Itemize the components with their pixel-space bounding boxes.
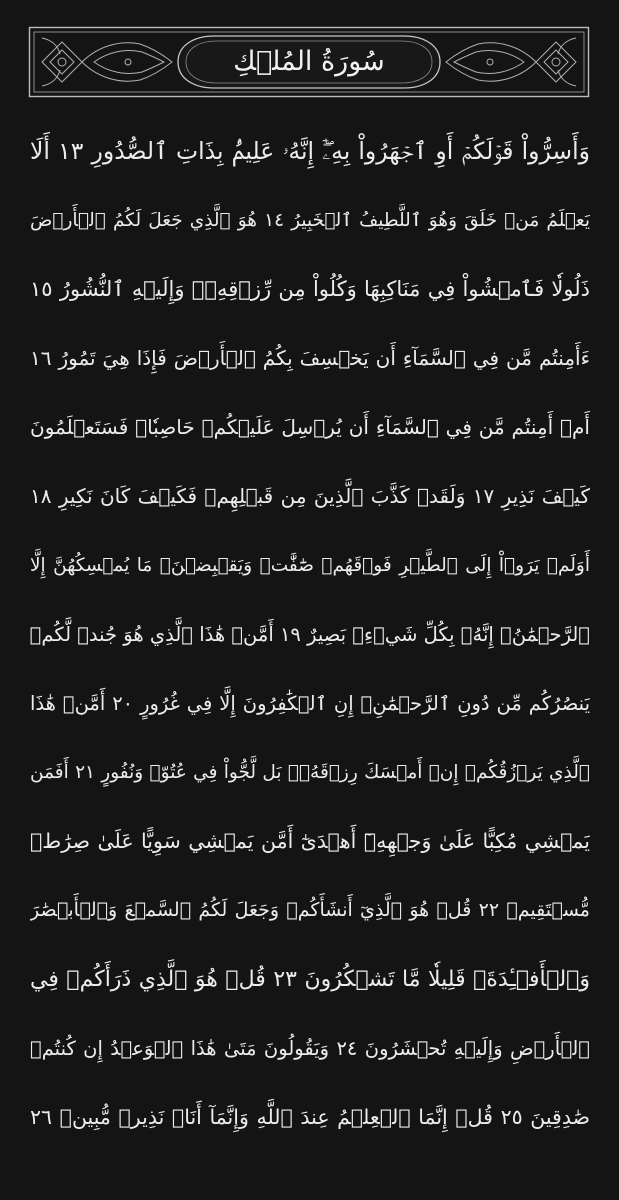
surah-header-banner (28, 26, 590, 98)
verse-line-14: ٱلۡأَرۡضِ وَإِلَيۡهِ تُحۡشَرُونَ ٢٤ وَيَقُولُونَ مَتَىٰ هَٰذَا ٱلۡوَعۡدُ إِن كُنتُمۡ (30, 1037, 590, 1060)
verse-text-block (30, 117, 590, 1152)
verse-line-3: ذَلُولٗا فَٱمۡشُواْ فِي مَنَاكِبِهَا وَكُلُواْ مِن رِّزۡقِهِۦۖ وَإِلَيۡهِ ٱلنُّشُورُ ١٥ (30, 277, 590, 301)
verse-line-12: مُّسۡتَقِيمٖ ٢٢ قُلۡ هُوَ ٱلَّذِيٓ أَنشَأَكُمۡ وَجَعَلَ لَكُمُ ٱلسَّمۡعَ وَٱلۡأَبۡصَٰرَ (30, 899, 590, 921)
verse-line-8: ٱلرَّحۡمَٰنُۚ إِنَّهُۥ بِكُلِّ شَيۡءِۭ بَصِيرٌ ١٩ أَمَّنۡ هَٰذَا ٱلَّذِي هُوَ جُندٞ لَّكُمۡ (30, 623, 590, 646)
verse-line-13: وَٱلۡأَفۡـِٔدَةَۚ قَلِيلٗا مَّا تَشۡكُرُونَ ٢٣ قُلۡ هُوَ ٱلَّذِي ذَرَأَكُمۡ فِي (30, 967, 590, 992)
verse-line-1: وَأَسِرُّواْ قَوۡلَكُمۡ أَوِ ٱجۡهَرُواْ بِهِۦٓۖ إِنَّهُۥ عَلِيمُۢ بِذَاتِ ٱلصُّدُورِ ١٣ أَلَا (30, 137, 590, 165)
verse-line-2: يَعۡلَمُ مَنۡ خَلَقَ وَهُوَ ٱللَّطِيفُ ٱلۡخَبِيرُ ١٤ هُوَ ٱلَّذِي جَعَلَ لَكُمُ ٱلۡأَرۡضَ (30, 210, 590, 231)
verse-line-15: صَٰدِقِينَ ٢٥ قُلۡ إِنَّمَا ٱلۡعِلۡمُ عِندَ ٱللَّهِ وَإِنَّمَآ أَنَا۠ نَذِيرٞ مُّبِينٞ ٢٦ (30, 1105, 590, 1129)
verse-line-4: ءَأَمِنتُم مَّن فِي ٱلسَّمَآءِ أَن يَخۡسِفَ بِكُمُ ٱلۡأَرۡضَ فَإِذَا هِيَ تَمُورُ ١٦ (30, 346, 590, 370)
verse-line-5: أَمۡ أَمِنتُم مَّن فِي ٱلسَّمَآءِ أَن يُرۡسِلَ عَلَيۡكُمۡ حَاصِبٗاۖ فَسَتَعۡلَمُونَ (30, 415, 590, 439)
verse-line-10: ٱلَّذِي يَرۡزُقُكُمۡ إِنۡ أَمۡسَكَ رِزۡقَهُۥۚ بَل لَّجُّواْ فِي عُتُوّٖ وَنُفُورٍ ٢١ أَفَمَن (30, 762, 590, 783)
verse-line-6: كَيۡفَ نَذِيرِ ١٧ وَلَقَدۡ كَذَّبَ ٱلَّذِينَ مِن قَبۡلِهِمۡ فَكَيۡفَ كَانَ نَكِيرِ ١٨ (30, 484, 590, 508)
verse-line-9: يَنصُرُكُم مِّن دُونِ ٱلرَّحۡمَٰنِۚ إِنِ ٱلۡكَٰفِرُونَ إِلَّا فِي غُرُورٍ ٢٠ أَمَّنۡ هَٰذَا (30, 692, 590, 715)
verse-line-7: أَوَلَمۡ يَرَوۡاْ إِلَى ٱلطَّيۡرِ فَوۡقَهُمۡ صَٰٓفَّٰتٖ وَيَقۡبِضۡنَۚ مَا يُمۡسِكُهُنَّ إِلَّا (30, 555, 590, 576)
verse-line-11: يَمۡشِي مُكِبًّا عَلَىٰ وَجۡهِهِۦٓ أَهۡدَىٰٓ أَمَّن يَمۡشِي سَوِيًّا عَلَىٰ صِرَٰطٖ (30, 829, 590, 853)
surah-title: سُورَةُ المُلۡكِ (233, 46, 385, 77)
